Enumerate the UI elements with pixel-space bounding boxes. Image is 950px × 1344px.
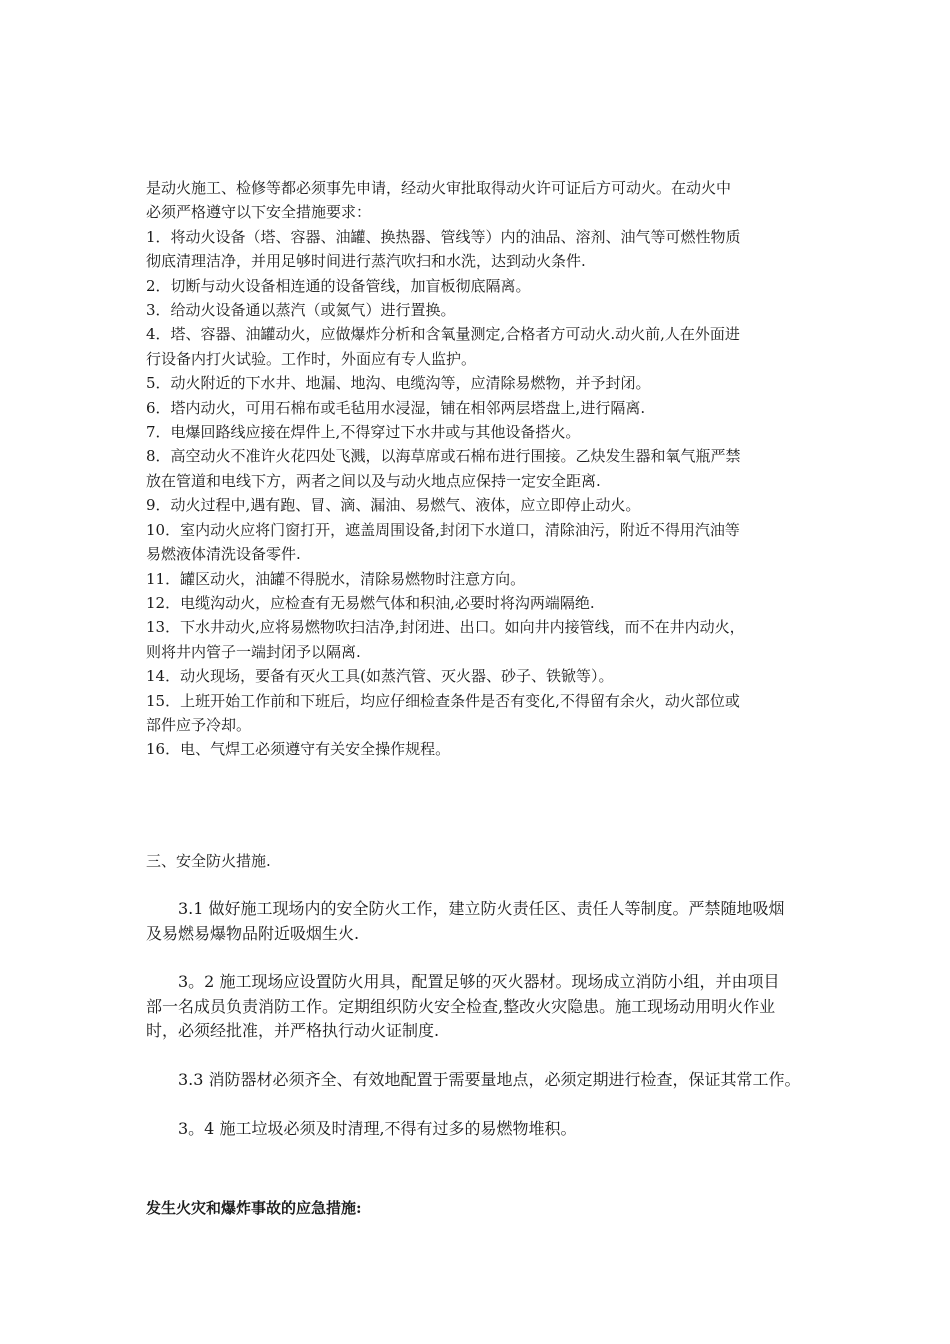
rule-5-line: 5．动火附近的下水井、地漏、地沟、电缆沟等，应清除易燃物，并予封闭。 [146, 374, 651, 393]
rule-2-line: 2．切断与动火设备相连通的设备管线，加盲板彻底隔离。 [146, 276, 531, 295]
section-3-3-paragraph [146, 1068, 826, 1093]
rule-6-line: 6．塔内动火，可用石棉布或毛毡用水浸湿，铺在相邻两层塔盘上,进行隔离. [146, 398, 646, 417]
section-3-1-paragraph [146, 897, 826, 946]
rule-15-line: 15．上班开始工作前和下班后，均应仔细检查条件是否有变化,不得留有余火，动火部位或 [146, 691, 740, 710]
rule-11-line: 11．罐区动火，油罐不得脱水，清除易燃物时注意方向。 [146, 569, 526, 588]
paragraph-line: 3。2 施工现场应设置防火用具，配置足够的灭火器材。现场成立消防小组，并由项目 [178, 972, 780, 991]
rule-12-line: 12．电缆沟动火，应检查有无易燃气体和积油,必要时将沟两端隔绝. [146, 593, 595, 612]
paragraph-line: 3。4 施工垃圾必须及时清理,不得有过多的易燃物堆积。 [178, 1119, 577, 1138]
rule-7-line: 7．电爆回路线应接在焊件上,不得穿过下水井或与其他设备搭火。 [146, 423, 581, 442]
intro-line: 是动火施工、检修等都必须事先申请，经动火审批取得动火许可证后方可动火。在动火中 [146, 179, 732, 197]
section-3-2-paragraph [146, 970, 826, 1044]
paragraph-line: 3.3 消防器材必须齐全、有效地配置于需要量地点，必须定期进行检查，保证其常工作。 [178, 1070, 801, 1089]
rule-3-line: 3．给动火设备通以蒸汽（或氮气）进行置换。 [146, 301, 456, 320]
section-3-4-paragraph [146, 1117, 826, 1142]
rule-16-line: 16．电、气焊工必须遵守有关安全操作规程。 [146, 740, 451, 759]
rule-4-line: 4．塔、容器、油罐动火，应做爆炸分析和含氧量测定,合格者方可动火.动火前,人在外面进 [146, 325, 740, 344]
rule-10-line: 10．室内动火应将门窗打开，遮盖周围设备,封闭下水道口，清除油污，附近不得用汽油等 [146, 520, 740, 539]
rule-13-line: 13．下水井动火,应将易燃物吹扫洁净,封闭进、出口。如向井内接管线，而不在井内动火， [146, 618, 745, 637]
rule-4-line: 行设备内打火试验。工作时，外面应有专人监护。 [146, 349, 477, 368]
rule-1-line: 彻底清理洁净，并用足够时间进行蒸汽吹扫和水洗，达到动火条件. [146, 252, 586, 271]
rule-10-line: 易燃液体清洗设备零件. [146, 545, 301, 564]
fire-work-rules-block [146, 176, 810, 762]
paragraph-line: 部一名成员负责消防工作。定期组织防火安全检查,整改火灾隐患。施工现场动用明火作业 [146, 996, 776, 1016]
paragraph-line: 及易燃易爆物品附近吸烟生火. [146, 923, 360, 943]
rule-8-line: 放在管道和电线下方，两者之间以及与动火地点应保持一定安全距离. [146, 471, 601, 490]
section-3-heading: 三、安全防火措施. [146, 852, 271, 870]
paragraph-line: 3.1 做好施工现场内的安全防火工作，建立防火责任区、责任人等制度。严禁随地吸烟 [178, 899, 785, 918]
rule-13-line: 则将井内管子一端封闭予以隔离. [146, 642, 361, 661]
rule-14-line: 14．动火现场，要备有灭火工具(如蒸汽管、灭火器、砂子、铁锨等）。 [146, 667, 614, 686]
rule-1-line: 1．将动火设备（塔、容器、油罐、换热器、管线等）内的油品、溶剂、油气等可燃性物质 [146, 227, 741, 246]
emergency-measures-heading: 发生火灾和爆炸事故的应急措施: [146, 1199, 362, 1217]
rule-9-line: 9．动火过程中,遇有跑、冒、滴、漏油、易燃气、液体，应立即停止动火。 [146, 496, 641, 515]
intro-line: 必须严格遵守以下安全措施要求： [146, 203, 372, 222]
paragraph-line: 时，必须经批准，并严格执行动火证制度. [146, 1021, 440, 1040]
rule-8-line: 8．高空动火不准许火花四处飞溅，以海草席或石棉布进行围接。乙炔发生器和氧气瓶严禁 [146, 447, 741, 466]
rule-15-line: 部件应予冷却。 [146, 715, 252, 734]
